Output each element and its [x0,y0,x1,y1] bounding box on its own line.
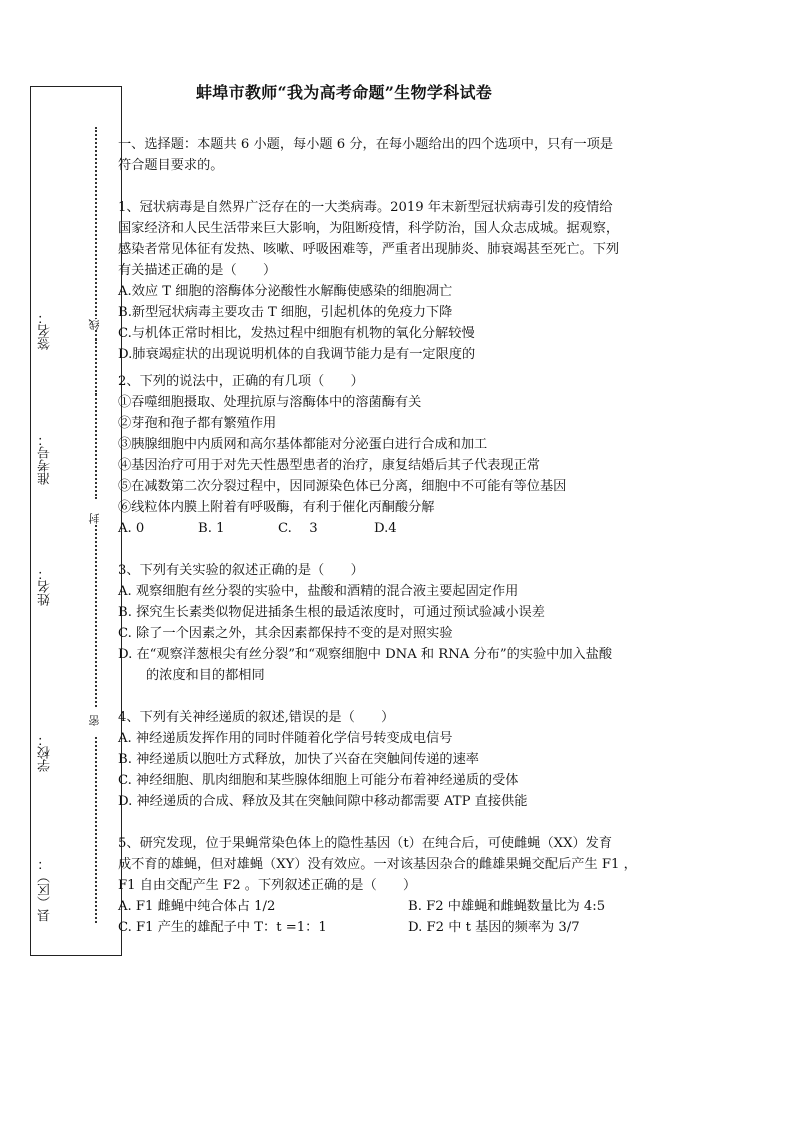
name-label: 姓名： [38,567,53,606]
q2-item: ①吞噬细胞摄取、处理抗原与溶酶体中的溶菌酶有关 [118,395,422,410]
q2-item: ④基因治疗可用于对先天性愚型患者的治疗，康复结婚后其子代表现正常 [118,458,540,473]
dotted-line-3 [95,517,97,707]
q3-option-a: A. 观察细胞有丝分裂的实验中，盐酸和酒精的混合液主要起固定作用 [118,584,519,599]
q1-stem-line: 感染者常见体征有发热、咳嗽、呼吸困难等，严重者出现肺炎、肺衰竭甚至死亡。下列 [118,242,620,257]
exam-content [118,134,718,938]
question-4 [118,707,718,812]
q1-option-b: B.新型冠状病毒主要攻击 T 细胞，引起机体的免疫力下降 [118,305,453,320]
q2-choice-d: D.4 [374,521,397,536]
dotted-line-4 [95,737,97,923]
q2-item: ⑥线粒体内膜上附着有呼吸酶，有利于催化丙酮酸分解 [118,500,435,515]
signature-label: 签名： [38,311,53,350]
q1-option-a: A.效应 T 细胞的溶酶体分泌酸性水解酶使感染的细胞凋亡 [118,284,453,299]
q4-option-c: C. 神经细胞、肌肉细胞和某些腺体细胞上可能分布着神经递质的受体 [118,773,519,788]
q1-stem-line: 1、冠状病毒是自然界广泛存在的一大类病毒。2019 年末新型冠状病毒引发的疫情给 [118,200,613,215]
q5-option-c: C. F1 产生的雄配子中 T：t =1：1 [118,920,327,935]
page-title: 蚌埠市教师“我为高考命题”生物学科试卷 [196,83,493,102]
q5-stem-line: 成不育的雄蝇，但对雄蝇（XY）没有效应。一对该基因杂合的雌雄果蝇交配后产生 F1 ， [118,857,637,872]
q2-choice-c: C. 3 [278,521,318,536]
q5-options-row-2 [118,917,718,938]
q2-choices [118,518,718,539]
dotted-line-2 [95,339,97,499]
q5-option-b: B. F2 中雄蝇和雌蝇数量比为 4:5 [408,899,606,914]
q2-choice-a: A. 0 [118,521,145,536]
q2-stem: 2、下列的说法中，正确的有几项（ ） [118,374,364,389]
school-label: 学校： [38,733,53,772]
q5-stem-line: F1 自由交配产生 F2 。下列叙述正确的是（ ） [118,878,417,893]
q3-option-c: C. 除了一个因素之外，其余因素都保持不变的是对照实验 [118,626,453,641]
seal-mark-secret: 密 [88,715,101,726]
section-header-line2: 符合题目要求的。 [118,158,224,173]
q5-stem-line: 5、研究发现，位于果蝇常染色体上的隐性基因（t）在纯合后，可使雌蝇（XX）发育 [118,836,613,851]
section-header-line1: 一、选择题：本题共 6 小题，每小题 6 分，在每小题给出的四个选项中，只有一项是 [118,137,614,152]
q3-option-d-continued: 的浓度和目的都相同 [146,668,265,683]
question-3 [118,560,718,686]
q3-stem: 3、下列有关实验的叙述正确的是（ ） [118,563,364,578]
q4-stem: 4、下列有关神经递质的叙述,错误的是（ ） [118,710,395,725]
q2-item: ②芽孢和孢子都有繁殖作用 [118,416,277,431]
q4-option-b: B. 神经递质以胞吐方式释放，加快了兴奋在突触间传递的速率 [118,752,479,767]
question-1 [118,197,718,365]
q1-option-d: D.肺衰竭症状的出现说明机体的自我调节能力是有一定限度的 [118,347,476,362]
exam-number-label: 准考号： [38,433,53,485]
q3-option-b: B. 探究生长素类似物促进插条生根的最适浓度时，可通过预试验减小误差 [118,605,545,620]
q2-item: ③胰腺细胞中内质网和高尔基体都能对分泌蛋白进行合成和加工 [118,437,488,452]
q5-options-row-1 [118,896,718,917]
seal-mark-line: 线 [88,319,101,330]
q2-item: ⑤在减数第二次分裂过程中，因同源染色体已分离，细胞中不可能有等位基因 [118,479,567,494]
question-2 [118,371,718,539]
q1-option-c: C.与机体正常时相比，发热过程中细胞有机物的氧化分解较慢 [118,326,475,341]
q5-option-d: D. F2 中 t 基因的频率为 3/7 [408,920,580,935]
question-5 [118,833,718,938]
seal-mark-seal: 封 [88,513,101,524]
county-label: 县（区）： [38,857,53,922]
q4-option-a: A. 神经递质发挥作用的同时伴随着化学信号转变成电信号 [118,731,453,746]
binding-margin [30,86,122,956]
q1-stem-line: 有关描述正确的是（ ） [118,263,277,278]
q4-option-d: D. 神经递质的合成、释放及其在突触间隙中移动都需要 ATP 直接供能 [118,794,528,809]
q1-stem-line: 国家经济和人民生活带来巨大影响，为阻断疫情，科学防治，国人众志成城。据观察， [118,221,620,236]
q2-choice-b: B. 1 [198,521,225,536]
q3-option-d: D. 在“观察洋葱根尖有丝分裂”和“观察细胞中 DNA 和 RNA 分布”的实验中加入盐酸 [118,647,613,662]
q5-option-a: A. F1 雌蝇中纯合体占 1/2 [118,899,276,914]
